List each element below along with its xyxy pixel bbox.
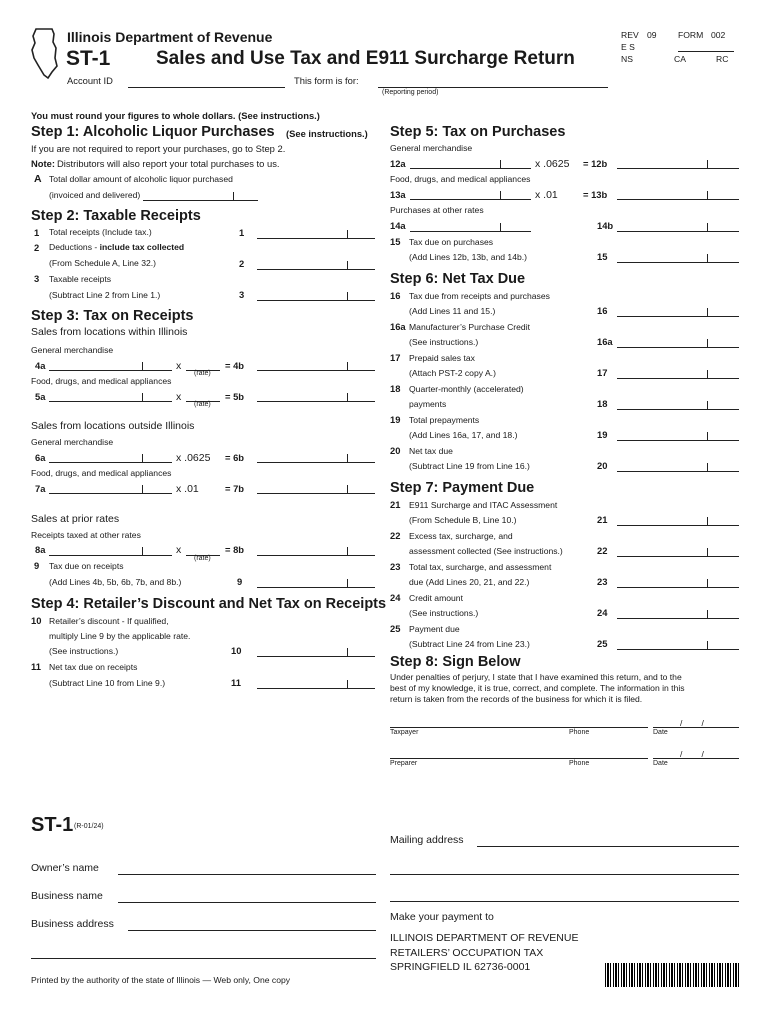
line-20-label-2: (Subtract Line 19 from Line 16.) xyxy=(409,461,530,471)
line-8a-rate-caption: (rate) xyxy=(194,555,211,562)
line-11-label: Net tax due on receipts xyxy=(49,662,138,672)
line-a-number: A xyxy=(34,173,42,185)
line-6a-field[interactable] xyxy=(49,462,172,463)
line-11-number: 11 xyxy=(31,661,41,672)
line-17-box-number: 17 xyxy=(597,367,608,378)
mailing-address-field-3[interactable] xyxy=(390,901,739,902)
barcode-image xyxy=(605,963,740,987)
perjury-text-1: Under penalties of perjury, I state that I have examined this return, and to the xyxy=(390,672,682,682)
line-24-box-number: 24 xyxy=(597,607,608,618)
line-a-label: Total dollar amount of alcoholic liquor purchased xyxy=(49,174,233,184)
cents-separator xyxy=(347,261,348,270)
line-9-field[interactable] xyxy=(257,587,375,588)
step1-note-text: Distributors will also report your total purchases to us. xyxy=(57,158,280,169)
line-4a-rate-caption: (rate) xyxy=(194,370,211,377)
cents-separator xyxy=(707,401,708,410)
step5-other-rates: Purchases at other rates xyxy=(390,205,484,215)
line-22-label: Excess tax, surcharge, and xyxy=(409,531,513,541)
step3-prior-rates: Receipts taxed at other rates xyxy=(31,530,141,540)
line-19-box-number: 19 xyxy=(597,429,608,440)
line-1-label: Total receipts (Include tax.) xyxy=(49,227,152,237)
line-5b-number: = 5b xyxy=(225,391,245,402)
line-3-field[interactable] xyxy=(257,300,375,301)
cents-separator xyxy=(347,579,348,588)
step3-subhead-prior: Sales at prior rates xyxy=(31,513,120,525)
cents-separator xyxy=(347,485,348,494)
line-23-label-2: due (Add Lines 20, 21, and 22.) xyxy=(409,577,530,587)
cents-separator xyxy=(707,517,708,526)
line-10-label-3: (See instructions.) xyxy=(49,646,119,656)
office-rc: RC xyxy=(716,54,729,64)
line-13b-number: = 13b xyxy=(583,189,608,200)
account-id-field[interactable] xyxy=(128,87,285,88)
owner-name-field[interactable] xyxy=(118,874,376,875)
line-16a-label-2: (See instructions.) xyxy=(409,337,479,347)
line-3-number: 3 xyxy=(34,273,40,284)
line-16-field[interactable] xyxy=(617,316,739,317)
line-11-field[interactable] xyxy=(257,688,375,689)
step3-food-drugs-2: Food, drugs, and medical appliances xyxy=(31,468,172,478)
cents-separator xyxy=(233,192,234,201)
cents-separator xyxy=(707,579,708,588)
line-25-field[interactable] xyxy=(617,649,739,650)
footer-revision: (R-01/24) xyxy=(74,823,104,830)
office-form: FORM xyxy=(678,30,704,40)
line-17-number: 17 xyxy=(390,352,401,363)
cents-separator xyxy=(347,362,348,371)
line-17-label-2: (Attach PST-2 copy A.) xyxy=(409,368,496,378)
step3-subhead-outside: Sales from locations outside Illinois xyxy=(31,420,195,432)
step8-title: Step 8: Sign Below xyxy=(390,654,521,670)
taxpayer-phone-caption: Phone xyxy=(569,729,590,736)
illinois-state-outline-icon xyxy=(30,28,60,80)
line-10-box-number: 10 xyxy=(231,645,242,656)
line-23-box-number: 23 xyxy=(597,576,608,587)
step5-food-drugs: Food, drugs, and medical appliances xyxy=(390,174,531,184)
step7-title: Step 7: Payment Due xyxy=(390,480,535,496)
line-14a-field[interactable] xyxy=(410,231,531,232)
cents-separator xyxy=(500,160,501,169)
cents-separator xyxy=(707,370,708,379)
line-13a-multiply-rate: x .01 xyxy=(535,189,558,201)
line-22-label-2: assessment collected (See instructions.) xyxy=(409,546,563,556)
line-16a-number: 16a xyxy=(390,321,406,332)
payee-line-3: SPRINGFIELD IL 62736-0001 xyxy=(390,961,531,973)
taxpayer-signature-field[interactable] xyxy=(390,727,648,728)
line-1-box-number: 1 xyxy=(239,227,245,238)
line-9-box-number: 9 xyxy=(237,576,243,587)
step1-instruction: If you are not required to report your purchases, go to Step 2. xyxy=(31,143,286,154)
line-25-label-2: (Subtract Line 24 from Line 23.) xyxy=(409,639,530,649)
mailing-address-label: Mailing address xyxy=(390,834,464,846)
line-24-field[interactable] xyxy=(617,618,739,619)
line-7a-multiply-rate: x .01 xyxy=(176,483,199,495)
line-4a-number: 4a xyxy=(35,360,46,371)
cents-separator xyxy=(142,547,143,556)
business-address-field[interactable] xyxy=(128,930,376,931)
step3-subhead-within: Sales from locations within Illinois xyxy=(31,326,188,338)
step1-title: Step 1: Alcoholic Liquor Purchases xyxy=(31,124,275,140)
office-ca: CA xyxy=(674,54,686,64)
cents-separator xyxy=(347,454,348,463)
line-5a-rate-caption: (rate) xyxy=(194,401,211,408)
line-16-label-2: (Add Lines 11 and 15.) xyxy=(409,306,496,316)
line-25-label: Payment due xyxy=(409,624,460,634)
authority-statement: Printed by the authority of the state of Illinois — Web only, One copy xyxy=(31,975,291,985)
line-15-label: Tax due on purchases xyxy=(409,237,494,247)
cents-separator xyxy=(707,432,708,441)
line-11-box-number: 11 xyxy=(231,677,241,688)
line-2-label-a: Deductions - xyxy=(49,242,100,252)
line-18-box-number: 18 xyxy=(597,398,608,409)
line-8a-number: 8a xyxy=(35,544,46,555)
line-24-label-2: (See instructions.) xyxy=(409,608,479,618)
mailing-address-field-2[interactable] xyxy=(390,874,739,875)
line-6a-number: 6a xyxy=(35,452,46,463)
taxpayer-caption: Taxpayer xyxy=(390,729,419,736)
office-rev-num: 09 xyxy=(647,30,657,40)
line-2-box-number: 2 xyxy=(239,258,245,269)
step3-title: Step 3: Tax on Receipts xyxy=(31,308,194,324)
line-16a-box-number: 16a xyxy=(597,336,613,347)
payee-line-1: ILLINOIS DEPARTMENT OF REVENUE xyxy=(390,932,579,944)
line-18-number: 18 xyxy=(390,383,401,394)
line-7a-number: 7a xyxy=(35,483,46,494)
line-8a-field[interactable] xyxy=(49,555,172,556)
line-21-label: E911 Surcharge and ITAC Assessment xyxy=(409,500,558,510)
business-name-label: Business name xyxy=(31,890,103,902)
line-7b-field[interactable] xyxy=(257,493,375,494)
line-14b-field[interactable] xyxy=(617,231,739,232)
line-22-box-number: 22 xyxy=(597,545,608,556)
line-25-box-number: 25 xyxy=(597,638,608,649)
line-a-label-2: (invoiced and delivered) xyxy=(49,190,141,200)
line-19-label: Total prepayments xyxy=(409,415,480,425)
cents-separator xyxy=(142,393,143,402)
step3-general-merchandise: General merchandise xyxy=(31,345,114,355)
line-a-field[interactable] xyxy=(143,200,258,201)
line-10-label-2: multiply Line 9 by the applicable rate. xyxy=(49,631,191,641)
line-4b-number: = 4b xyxy=(225,360,245,371)
cents-separator xyxy=(707,308,708,317)
date-slash: / / xyxy=(680,749,704,759)
line-16-box-number: 16 xyxy=(597,305,608,316)
cents-separator xyxy=(500,191,501,200)
office-es: E S xyxy=(621,42,635,52)
line-24-number: 24 xyxy=(390,592,401,603)
line-21-box-number: 21 xyxy=(597,514,608,525)
preparer-date-caption: Date xyxy=(653,760,668,767)
office-ns: NS xyxy=(621,54,633,64)
cents-separator xyxy=(347,547,348,556)
line-23-label: Total tax, surcharge, and assessment xyxy=(409,562,552,572)
line-10-field[interactable] xyxy=(257,656,375,657)
line-6b-field[interactable] xyxy=(257,462,375,463)
line-6a-multiply-rate: x .0625 xyxy=(176,452,211,464)
line-8b-field[interactable] xyxy=(257,555,375,556)
line-10-number: 10 xyxy=(31,615,42,626)
cents-separator xyxy=(142,485,143,494)
cents-separator xyxy=(707,223,708,232)
step1-title-note: (See instructions.) xyxy=(286,128,368,139)
line-13a-number: 13a xyxy=(390,189,406,200)
step1-note-label: Note: xyxy=(31,158,55,169)
line-13b-field[interactable] xyxy=(617,199,739,200)
step3-food-drugs: Food, drugs, and medical appliances xyxy=(31,376,172,386)
cents-separator xyxy=(347,292,348,301)
line-10-label: Retailer’s discount - If qualified, xyxy=(49,616,169,626)
line-13a-field[interactable] xyxy=(410,199,531,200)
line-4a-field[interactable] xyxy=(49,370,172,371)
line-2-field[interactable] xyxy=(257,269,375,270)
office-date-field[interactable] xyxy=(678,51,734,52)
payee-line-2: RETAILERS’ OCCUPATION TAX xyxy=(390,947,544,959)
line-16a-field[interactable] xyxy=(617,347,739,348)
step5-title: Step 5: Tax on Purchases xyxy=(390,124,566,140)
cents-separator xyxy=(347,230,348,239)
line-4b-field[interactable] xyxy=(257,370,375,371)
line-12a-field[interactable] xyxy=(410,168,531,169)
line-14b-number: 14b xyxy=(597,220,614,231)
business-address-label: Business address xyxy=(31,918,114,930)
line-15-label-2: (Add Lines 12b, 13b, and 14b.) xyxy=(409,252,528,262)
line-1-field[interactable] xyxy=(257,238,375,239)
line-21-field[interactable] xyxy=(617,525,739,526)
line-12a-number: 12a xyxy=(390,158,406,169)
line-7b-number: = 7b xyxy=(225,483,245,494)
office-form-num: 002 xyxy=(711,30,726,40)
payment-to-label: Make your payment to xyxy=(390,911,494,923)
line-3-label: Taxable receipts xyxy=(49,274,112,284)
cents-separator xyxy=(707,610,708,619)
line-5a-field[interactable] xyxy=(49,401,172,402)
preparer-signature-field[interactable] xyxy=(390,758,648,759)
line-3-label-2: (Subtract Line 2 from Line 1.) xyxy=(49,290,161,300)
line-16a-label: Manufacturer’s Purchase Credit xyxy=(409,322,531,332)
cents-separator xyxy=(707,160,708,169)
line-15-box-number: 15 xyxy=(597,251,608,262)
line-9-number: 9 xyxy=(34,560,40,571)
line-5a-number: 5a xyxy=(35,391,46,402)
taxpayer-date-caption: Date xyxy=(653,729,668,736)
line-3-box-number: 3 xyxy=(239,289,245,300)
line-11-label-2: (Subtract Line 10 from Line 9.) xyxy=(49,678,166,688)
line-19-label-2: (Add Lines 16a, 17, and 18.) xyxy=(409,430,518,440)
form-code: ST-1 xyxy=(66,47,111,70)
cents-separator xyxy=(707,641,708,650)
business-name-field[interactable] xyxy=(118,902,376,903)
cents-separator xyxy=(142,362,143,371)
line-12b-field[interactable] xyxy=(617,168,739,169)
step4-title: Step 4: Retailer’s Discount and Net Tax on Receipts xyxy=(31,596,387,612)
step5-general-merchandise: General merchandise xyxy=(390,143,473,153)
line-5a-multiply: x xyxy=(176,391,182,403)
line-18-label: Quarter-monthly (accelerated) xyxy=(409,384,524,394)
line-18-label-2: payments xyxy=(409,399,447,409)
line-9-label: Tax due on receipts xyxy=(49,561,124,571)
line-19-field[interactable] xyxy=(617,440,739,441)
cents-separator xyxy=(347,648,348,657)
date-slash: / / xyxy=(680,718,704,728)
line-20-box-number: 20 xyxy=(597,460,608,471)
cents-separator xyxy=(707,463,708,472)
line-19-number: 19 xyxy=(390,414,401,425)
agency-name: Illinois Department of Revenue xyxy=(67,29,273,45)
period-label: This form is for: xyxy=(294,75,359,86)
line-18-field[interactable] xyxy=(617,409,739,410)
line-22-field[interactable] xyxy=(617,556,739,557)
line-12a-multiply-rate: x .0625 xyxy=(535,158,570,170)
reporting-period-field[interactable] xyxy=(378,87,608,88)
line-23-field[interactable] xyxy=(617,587,739,588)
line-4a-multiply: x xyxy=(176,360,182,372)
line-8a-multiply: x xyxy=(176,544,182,556)
line-15-number: 15 xyxy=(390,236,401,247)
line-2-number: 2 xyxy=(34,242,40,253)
line-20-field[interactable] xyxy=(617,471,739,472)
period-caption: (Reporting period) xyxy=(382,89,439,96)
line-23-number: 23 xyxy=(390,561,401,572)
line-14a-number: 14a xyxy=(390,220,406,231)
line-20-label: Net tax due xyxy=(409,446,453,456)
line-2-label xyxy=(49,242,184,252)
line-17-field[interactable] xyxy=(617,378,739,379)
perjury-text-3: return is taken from the records of the business for which it is filed. xyxy=(390,694,643,704)
line-12b-number: = 12b xyxy=(583,158,608,169)
line-5b-field[interactable] xyxy=(257,401,375,402)
line-21-label-2: (From Schedule B, Line 10.) xyxy=(409,515,517,525)
business-address-field-2[interactable] xyxy=(31,958,376,959)
perjury-text-2: best of my knowledge, it is true, correct, and complete. The information in this xyxy=(390,683,685,693)
line-21-number: 21 xyxy=(390,499,401,510)
line-24-label: Credit amount xyxy=(409,593,463,603)
cents-separator xyxy=(347,680,348,689)
preparer-phone-caption: Phone xyxy=(569,760,590,767)
line-15-field[interactable] xyxy=(617,262,739,263)
line-9-label-2: (Add Lines 4b, 5b, 6b, 7b, and 8b.) xyxy=(49,577,182,587)
line-20-number: 20 xyxy=(390,445,401,456)
cents-separator xyxy=(707,339,708,348)
line-7a-field[interactable] xyxy=(49,493,172,494)
owner-name-label: Owner’s name xyxy=(31,862,99,874)
line-1-number: 1 xyxy=(34,227,40,238)
form-title: Sales and Use Tax and E911 Surcharge Return xyxy=(156,48,575,69)
line-16-label: Tax due from receipts and purchases xyxy=(409,291,550,301)
cents-separator xyxy=(707,191,708,200)
preparer-caption: Preparer xyxy=(390,760,418,767)
line-25-number: 25 xyxy=(390,623,401,634)
line-2-label-2: (From Schedule A, Line 32.) xyxy=(49,258,156,268)
cents-separator xyxy=(707,254,708,263)
footer-form-code: ST-1 xyxy=(31,814,74,836)
line-16-number: 16 xyxy=(390,290,401,301)
step2-title: Step 2: Taxable Receipts xyxy=(31,208,201,224)
mailing-address-field[interactable] xyxy=(477,846,739,847)
line-2-label-b: include tax collected xyxy=(99,242,185,252)
line-8b-number: = 8b xyxy=(225,544,245,555)
line-17-label: Prepaid sales tax xyxy=(409,353,475,363)
round-instruction: You must round your figures to whole dollars. (See instructions.) xyxy=(31,110,320,121)
step6-title: Step 6: Net Tax Due xyxy=(390,271,526,287)
office-rev: REV xyxy=(621,30,639,40)
cents-separator xyxy=(707,548,708,557)
step3-general-merchandise-2: General merchandise xyxy=(31,437,114,447)
cents-separator xyxy=(142,454,143,463)
cents-separator xyxy=(500,223,501,232)
cents-separator xyxy=(347,393,348,402)
account-id-label: Account ID xyxy=(67,75,113,86)
line-6b-number: = 6b xyxy=(225,452,245,463)
line-22-number: 22 xyxy=(390,530,401,541)
